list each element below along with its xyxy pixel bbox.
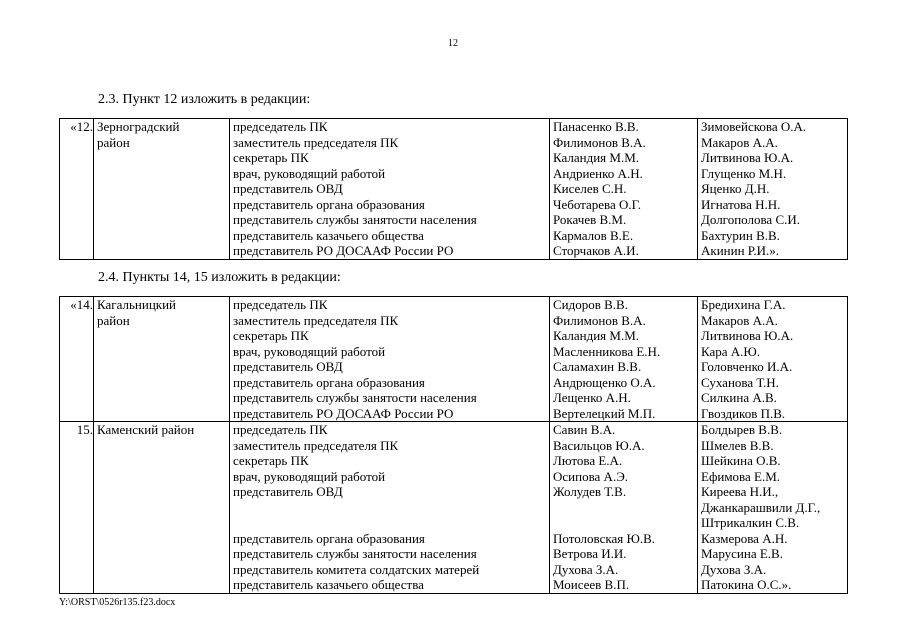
member-name: Вертелецкий М.П.: [553, 405, 656, 421]
member-name: Ветрова И.И.: [553, 546, 627, 561]
position-line: представитель службы занятости населения: [233, 390, 477, 405]
reserve-member-name: Шмелев В.В.: [701, 437, 774, 453]
position-line: председатель ПК: [233, 422, 328, 437]
reserve-member-name: Штрикалкин С.В.: [701, 515, 800, 530]
member-name: Панасенко В.В.: [553, 119, 639, 134]
member-name: Сторчаков А.И.: [553, 243, 639, 258]
member-name: Андрющенко О.А.: [553, 374, 656, 390]
commission-table-section-2-3: [59, 118, 848, 260]
position-line: представитель казачьего общества: [233, 577, 424, 592]
reserves-cell: [698, 422, 848, 594]
district-cell: [94, 119, 230, 260]
district-cell: [94, 422, 230, 594]
reserve-member-name: Бахтурин В.В.: [701, 227, 780, 243]
member-name: Лютова Е.А.: [553, 453, 623, 468]
reserve-member-name: Ефимова Е.М.: [701, 468, 781, 484]
position-line: секретарь ПК: [233, 453, 309, 468]
district-name: Кагальницкий: [97, 297, 177, 312]
position-line: представитель ОВД: [233, 484, 343, 499]
commission-table-section-2-4: [59, 296, 848, 594]
reserve-member-name: Киреева Н.И.,: [701, 484, 779, 499]
member-name: Жолудев Т.В.: [553, 484, 627, 499]
reserves-cell: [698, 297, 848, 422]
district-cell: [94, 297, 230, 422]
member-name: Духова З.А.: [553, 561, 619, 577]
reserve-member-name: Шейкина О.В.: [701, 453, 781, 468]
position-line: заместитель председателя ПК: [233, 437, 399, 453]
member-name: Рокачев В.М.: [553, 212, 627, 227]
position-line: представитель органа образования: [233, 530, 425, 546]
member-name: Каландия М.М.: [553, 150, 640, 165]
reserve-member-name: Марусина Е.В.: [701, 546, 783, 561]
section-heading-2-4: 2.4. Пункты 14, 15 изложить в редакции:: [98, 270, 341, 285]
row-number: «14.: [60, 297, 94, 422]
reserve-member-name: Гвоздиков П.В.: [701, 405, 786, 421]
member-name: Кармалов В.Е.: [553, 227, 634, 243]
row-number: 15.: [60, 422, 94, 594]
table-row: [60, 119, 848, 260]
position-line: секретарь ПК: [233, 328, 309, 343]
position-line: председатель ПК: [233, 297, 328, 312]
reserves-cell: [698, 119, 848, 260]
member-name: Моисеев В.П.: [553, 577, 630, 592]
position-line: [233, 515, 549, 531]
position-line: врач, руководящий работой: [233, 165, 386, 181]
section-heading-2-3: 2.3. Пункт 12 изложить в редакции:: [98, 92, 311, 107]
reserve-member-name: Макаров А.А.: [701, 134, 778, 150]
position-line: заместитель председателя ПК: [233, 134, 399, 150]
member-name: Масленникова Е.Н.: [553, 343, 661, 359]
reserve-member-name: Игнатова Н.Н.: [701, 196, 781, 212]
positions-cell: [230, 297, 550, 422]
member-name: Саламахин В.В.: [553, 359, 642, 374]
member-name: [553, 515, 697, 531]
table-row: [60, 422, 848, 594]
position-line: заместитель председателя ПК: [233, 312, 399, 328]
member-name: Потоловская Ю.В.: [553, 530, 656, 546]
member-name: Савин В.А.: [553, 422, 616, 437]
positions-cell: [230, 119, 550, 260]
file-path-footer: Y:\ORST\0526r135.f23.docx: [59, 597, 176, 608]
reserve-member-name: Акинин Р.И.».: [701, 243, 780, 258]
reserve-member-name: Яценко Д.Н.: [701, 181, 770, 196]
member-name: Васильцов Ю.А.: [553, 437, 645, 453]
reserve-member-name: Суханова Т.Н.: [701, 374, 779, 390]
position-line: представитель ОВД: [233, 359, 343, 374]
member-name: Осипова А.Э.: [553, 468, 629, 484]
position-line: председатель ПК: [233, 119, 328, 134]
page-number: 12: [448, 38, 458, 49]
reserve-member-name: Литвинова Ю.А.: [701, 328, 794, 343]
reserve-member-name: Долгополова С.И.: [701, 212, 801, 227]
district-name: Каменский район: [97, 422, 195, 437]
position-line: представитель службы занятости населения: [233, 546, 477, 561]
position-line: [233, 500, 549, 516]
position-line: представитель казачьего общества: [233, 227, 424, 243]
reserve-member-name: Бредихина Г.А.: [701, 297, 786, 312]
positions-cell: [230, 422, 550, 594]
member-name: Чеботарева О.Г.: [553, 196, 641, 212]
row-number: «12.: [60, 119, 94, 260]
reserve-member-name: Литвинова Ю.А.: [701, 150, 794, 165]
position-line: представитель ОВД: [233, 181, 343, 196]
member-name: Филимонов В.А.: [553, 134, 646, 150]
position-line: представитель службы занятости населения: [233, 212, 477, 227]
position-line: представитель РО ДОСААФ России РО: [233, 243, 454, 258]
district-name: Зерноградский: [97, 119, 180, 134]
position-line: представитель РО ДОСААФ России РО: [233, 405, 454, 421]
member-name: Сидоров В.В.: [553, 297, 628, 312]
members-cell: [550, 119, 698, 260]
member-name: Каландия М.М.: [553, 328, 640, 343]
reserve-member-name: Патокина О.С.».: [701, 577, 792, 592]
reserve-member-name: Кара А.Ю.: [701, 343, 761, 359]
reserve-member-name: Духова З.А.: [701, 561, 767, 577]
position-line: представитель органа образования: [233, 374, 425, 390]
position-line: секретарь ПК: [233, 150, 309, 165]
reserve-member-name: Джанкарашвили Д.Г.,: [701, 499, 821, 515]
member-name: Андриенко А.Н.: [553, 165, 643, 181]
position-line: представитель комитета солдатских матерей: [233, 561, 480, 577]
member-name: Киселев С.Н.: [553, 181, 627, 196]
members-cell: [550, 422, 698, 594]
table-row: [60, 297, 848, 422]
reserve-member-name: Зимовейскова О.А.: [701, 119, 807, 134]
position-line: врач, руководящий работой: [233, 343, 386, 359]
position-line: врач, руководящий работой: [233, 468, 386, 484]
members-cell: [550, 297, 698, 422]
member-name: [553, 500, 697, 516]
reserve-member-name: Силкина А.В.: [701, 390, 777, 405]
reserve-member-name: Болдырев В.В.: [701, 422, 783, 437]
reserve-member-name: Головченко И.А.: [701, 359, 793, 374]
reserve-member-name: Казмерова А.Н.: [701, 530, 788, 546]
reserve-member-name: Макаров А.А.: [701, 312, 778, 328]
member-name: Лещенко А.Н.: [553, 390, 631, 405]
district-name: район: [97, 312, 130, 328]
position-line: представитель органа образования: [233, 196, 425, 212]
reserve-member-name: Глущенко М.Н.: [701, 165, 787, 181]
district-name: район: [97, 134, 130, 150]
member-name: Филимонов В.А.: [553, 312, 646, 328]
